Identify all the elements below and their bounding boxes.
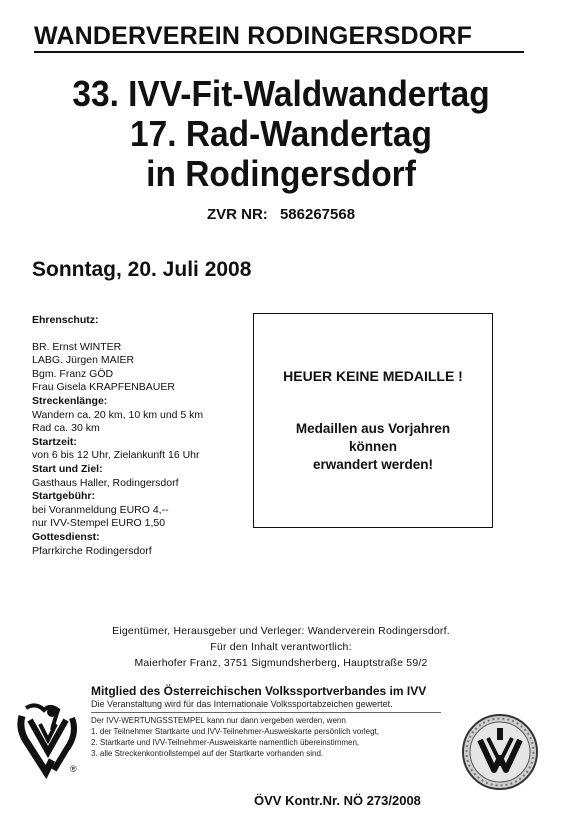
membership-divider bbox=[91, 712, 441, 713]
ehrenschutz-item: BR. Ernst WINTER bbox=[32, 340, 122, 353]
ehrenschutz-item: LABG. Jürgen MAIER bbox=[32, 354, 135, 367]
medal-notice-box bbox=[253, 313, 493, 528]
wertung-line: 1. der Teilnehmer Startkarte und IVV-Teilnehmer-Ausweiskarte persönlich vorlegt, bbox=[91, 727, 379, 736]
gottesdienst-heading: Gottesdienst: bbox=[32, 530, 100, 543]
startzeit-heading: Startzeit: bbox=[32, 435, 77, 448]
owner-line: Eigentümer, Herausgeber und Verleger: Wanderverein Rodingersdorf. bbox=[112, 625, 450, 637]
wertung-conditions bbox=[91, 715, 451, 759]
gottesdienst-value: Pfarrkirche Rodingersdorf bbox=[32, 544, 152, 557]
responsible-address: Maierhofer Franz, 3751 Sigmundsherberg, Hauptstraße 59/2 bbox=[134, 657, 428, 669]
club-underline bbox=[34, 51, 524, 53]
zvr-value: 586267568 bbox=[279, 206, 356, 223]
membership-subtitle: Die Veranstaltung wird für das Internationale Volkssportabzeichen gewertet. bbox=[91, 699, 393, 709]
strecke-item: Wandern ca. 20 km, 10 km und 5 km bbox=[32, 408, 204, 421]
event-date: Sonntag, 20. Juli 2008 bbox=[32, 258, 252, 281]
start-ziel-heading: Start und Ziel: bbox=[32, 462, 103, 475]
zvr-number bbox=[0, 206, 562, 223]
club-name: WANDERVEREIN RODINGERSDORF bbox=[34, 22, 473, 50]
ehrenschutz-item: Bgm. Franz GÖD bbox=[32, 367, 114, 380]
control-number: ÖVV Kontr.Nr. NÖ 273/2008 bbox=[254, 793, 421, 808]
notice-line: Medaillen aus Vorjahren bbox=[295, 421, 451, 436]
startzeit-value: von 6 bis 12 Uhr, Zielankunft 16 Uhr bbox=[32, 449, 200, 462]
wertung-line: Der IVV-WERTUNGSSTEMPEL kann nur dann vergeben werden, wenn bbox=[91, 716, 346, 725]
ivv-seal-right bbox=[460, 712, 540, 797]
start-ziel-value: Gasthaus Haller, Rodingersdorf bbox=[32, 476, 179, 489]
membership-title: Mitglied des Österreichischen Volkssportverbandes im IVV bbox=[91, 684, 427, 698]
zvr-label: ZVR NR: bbox=[206, 206, 268, 223]
wertung-line: 3. alle Streckenkontrollstempel auf der Startkarte vorhanden sind. bbox=[91, 749, 324, 758]
ivv-logo-left bbox=[14, 700, 88, 785]
ehrenschutz-heading: Ehrenschutz: bbox=[32, 314, 99, 326]
strecke-heading: Streckenlänge: bbox=[32, 394, 108, 407]
responsible-label: Für den Inhalt verantwortlich: bbox=[210, 641, 352, 653]
gebuehr-item: nur IVV-Stempel EURO 1,50 bbox=[32, 517, 166, 530]
event-info bbox=[32, 314, 252, 558]
event-title-line-1: 33. IVV-Fit-Waldwandertag bbox=[72, 73, 490, 114]
ehrenschutz-item: Frau Gisela KRAPFENBAUER bbox=[32, 381, 175, 394]
event-title-line-2: 17. Rad-Wandertag bbox=[129, 113, 432, 154]
event-title-line-3: in Rodingersdorf bbox=[146, 153, 416, 194]
gebuehr-item: bei Voranmeldung EURO 4,-- bbox=[32, 503, 169, 516]
notice-line: erwandert werden! bbox=[312, 457, 434, 472]
strecke-item: Rad ca. 30 km bbox=[32, 422, 100, 435]
notice-line: können bbox=[348, 439, 397, 454]
registered-mark: ® bbox=[70, 764, 77, 774]
wertung-line: 2. Startkarte und IVV-Teilnehmer-Ausweiskarte namentlich übereinstimmen, bbox=[91, 738, 360, 747]
notice-body bbox=[254, 420, 492, 474]
notice-headline: HEUER KEINE MEDAILLE ! bbox=[283, 368, 463, 384]
gebuehr-heading: Startgebühr: bbox=[32, 490, 95, 503]
